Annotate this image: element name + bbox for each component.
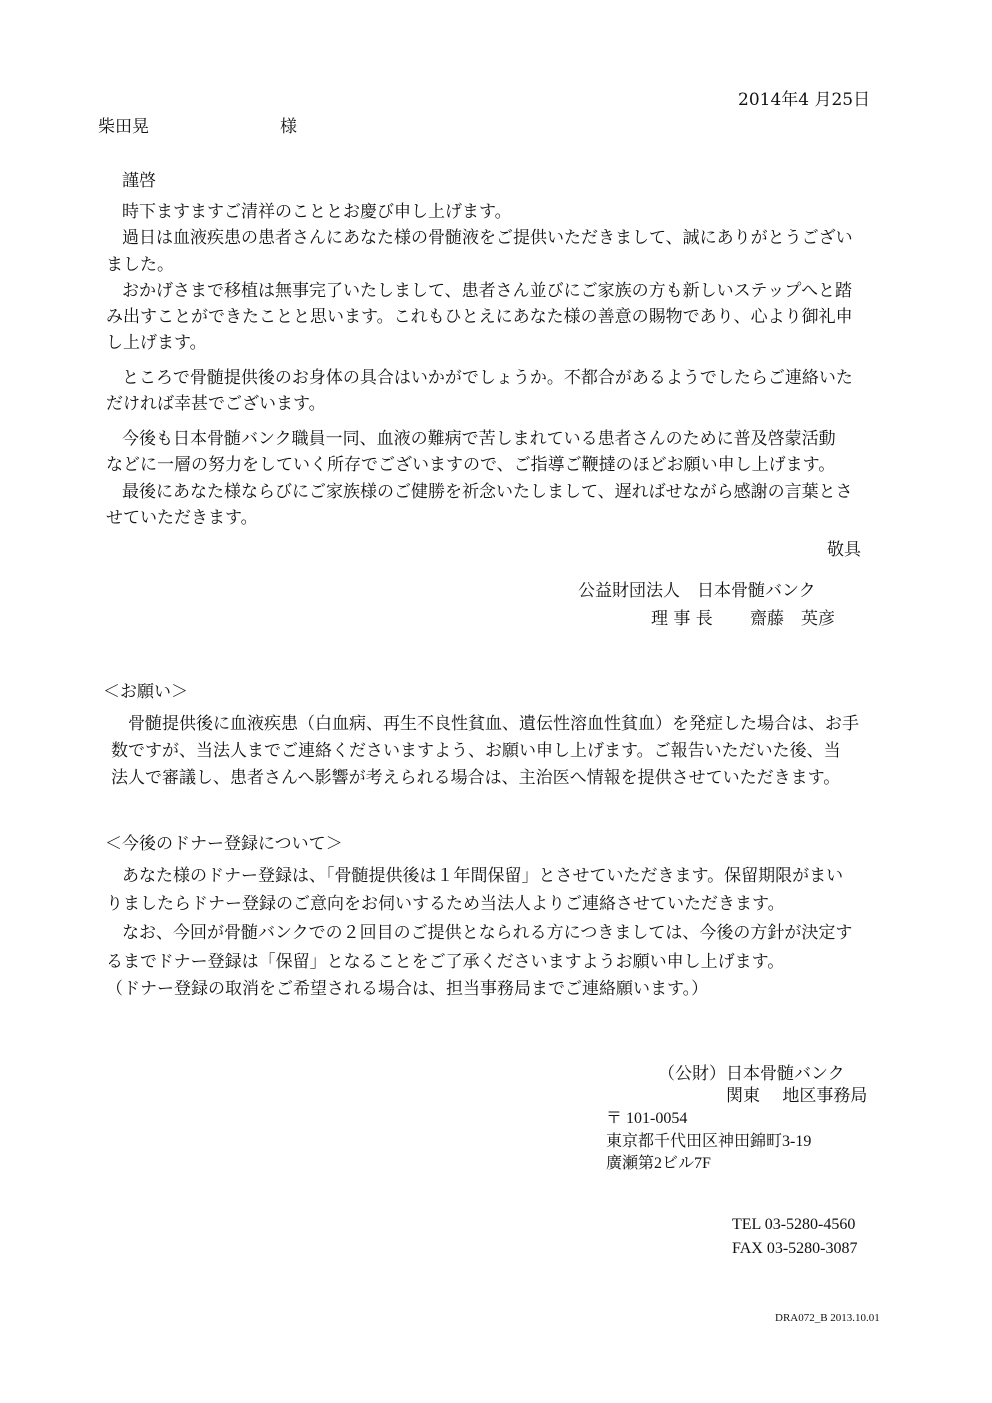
signature-name: 齋藤 英彦 <box>750 609 835 629</box>
body-line: 時下ますますご清祥のこととお慶び申し上げます。 <box>122 202 512 222</box>
contact-org: （公財）日本骨髄バンク <box>658 1064 845 1084</box>
form-code: DRA072_B 2013.10.01 <box>775 1312 880 1324</box>
body-line: せていただきます。 <box>106 508 258 528</box>
contact-postal: 〒 101-0054 <box>606 1110 688 1127</box>
request-heading: ＜お願い＞ <box>103 682 188 702</box>
body-line: み出すことができたことと思います。これもひとえにあなた様の善意の賜物であり、心より御礼申 <box>106 307 853 327</box>
body-line: し上げます。 <box>106 333 207 353</box>
opening-salutation: 謹啓 <box>122 171 156 191</box>
body-line: だければ幸甚でございます。 <box>106 394 326 414</box>
contact-fax: FAX 03-5280-3087 <box>732 1240 858 1257</box>
signature-org: 公益財団法人 日本骨髄バンク <box>578 581 816 601</box>
closing-salutation: 敬具 <box>827 540 861 560</box>
signature-title: 理 事 長 <box>651 609 713 629</box>
donor-registration-line: （ドナー登録の取消をご希望される場合は、担当事務局までご連絡願います。） <box>106 979 709 999</box>
donor-registration-heading: ＜今後のドナー登録について＞ <box>105 834 343 854</box>
request-line: 数ですが、当法人までご連絡くださいますよう、お願い申し上げます。ご報告いただいた後、当 <box>111 741 841 761</box>
body-line: おかげさまで移植は無事完了いたしまして、患者さん並びにご家族の方も新しいステップへと踏 <box>122 281 852 301</box>
body-line: 今後も日本骨髄バンク職員一同、血液の難病で苦しまれている患者さんのために普及啓蒙活動 <box>122 429 836 449</box>
body-line: 最後にあなた様ならびにご家族様のご健勝を祈念いたしまして、遅ればせながら感謝の言葉とさ <box>122 482 853 502</box>
request-line: 法人で審議し、患者さんへ影響が考えられる場合は、主治医へ情報を提供させていただきます。 <box>111 768 841 788</box>
donor-registration-line: るまでドナー登録は「保留」となることをご了承くださいますようお願い申し上げます。 <box>106 952 785 972</box>
donor-registration-line: りましたらドナー登録のご意向をお伺いするため当法人よりご連絡させていただきます。 <box>106 894 785 914</box>
body-line: ました。 <box>106 255 174 275</box>
contact-address-line1: 東京都千代田区神田錦町3-19 <box>606 1133 812 1150</box>
contact-office: 関東 地区事務局 <box>726 1086 868 1106</box>
donor-registration-line: なお、今回が骨髄バンクでの２回目のご提供となられる方につきましては、今後の方針が決定す <box>122 923 853 943</box>
request-line: 骨髄提供後に血液疾患（白血病、再生不良性貧血、遺伝性溶血性貧血）を発症した場合は、お手 <box>128 714 859 734</box>
body-line: 過日は血液疾患の患者さんにあなた様の骨髄液をご提供いただきまして、誠にありがとうござい <box>122 228 853 248</box>
body-line: などに一層の努力をしていく所存でございますので、ご指導ご鞭撻のほどお願い申し上げます。 <box>106 455 836 475</box>
date: 2014年4 月25日 <box>738 90 871 110</box>
body-line: ところで骨髄提供後のお身体の具合はいかがでしょうか。不都合があるようでしたらご連絡いた <box>122 368 853 388</box>
contact-address-line2: 廣瀬第2ビル7F <box>606 1155 711 1172</box>
recipient-name: 柴田晃 <box>98 117 149 137</box>
donor-registration-line: あなた様のドナー登録は、「骨髄提供後は１年間保留」とさせていただきます。保留期限がまい <box>122 866 844 886</box>
recipient-honorific: 様 <box>280 117 297 137</box>
contact-tel: TEL 03-5280-4560 <box>732 1216 856 1233</box>
